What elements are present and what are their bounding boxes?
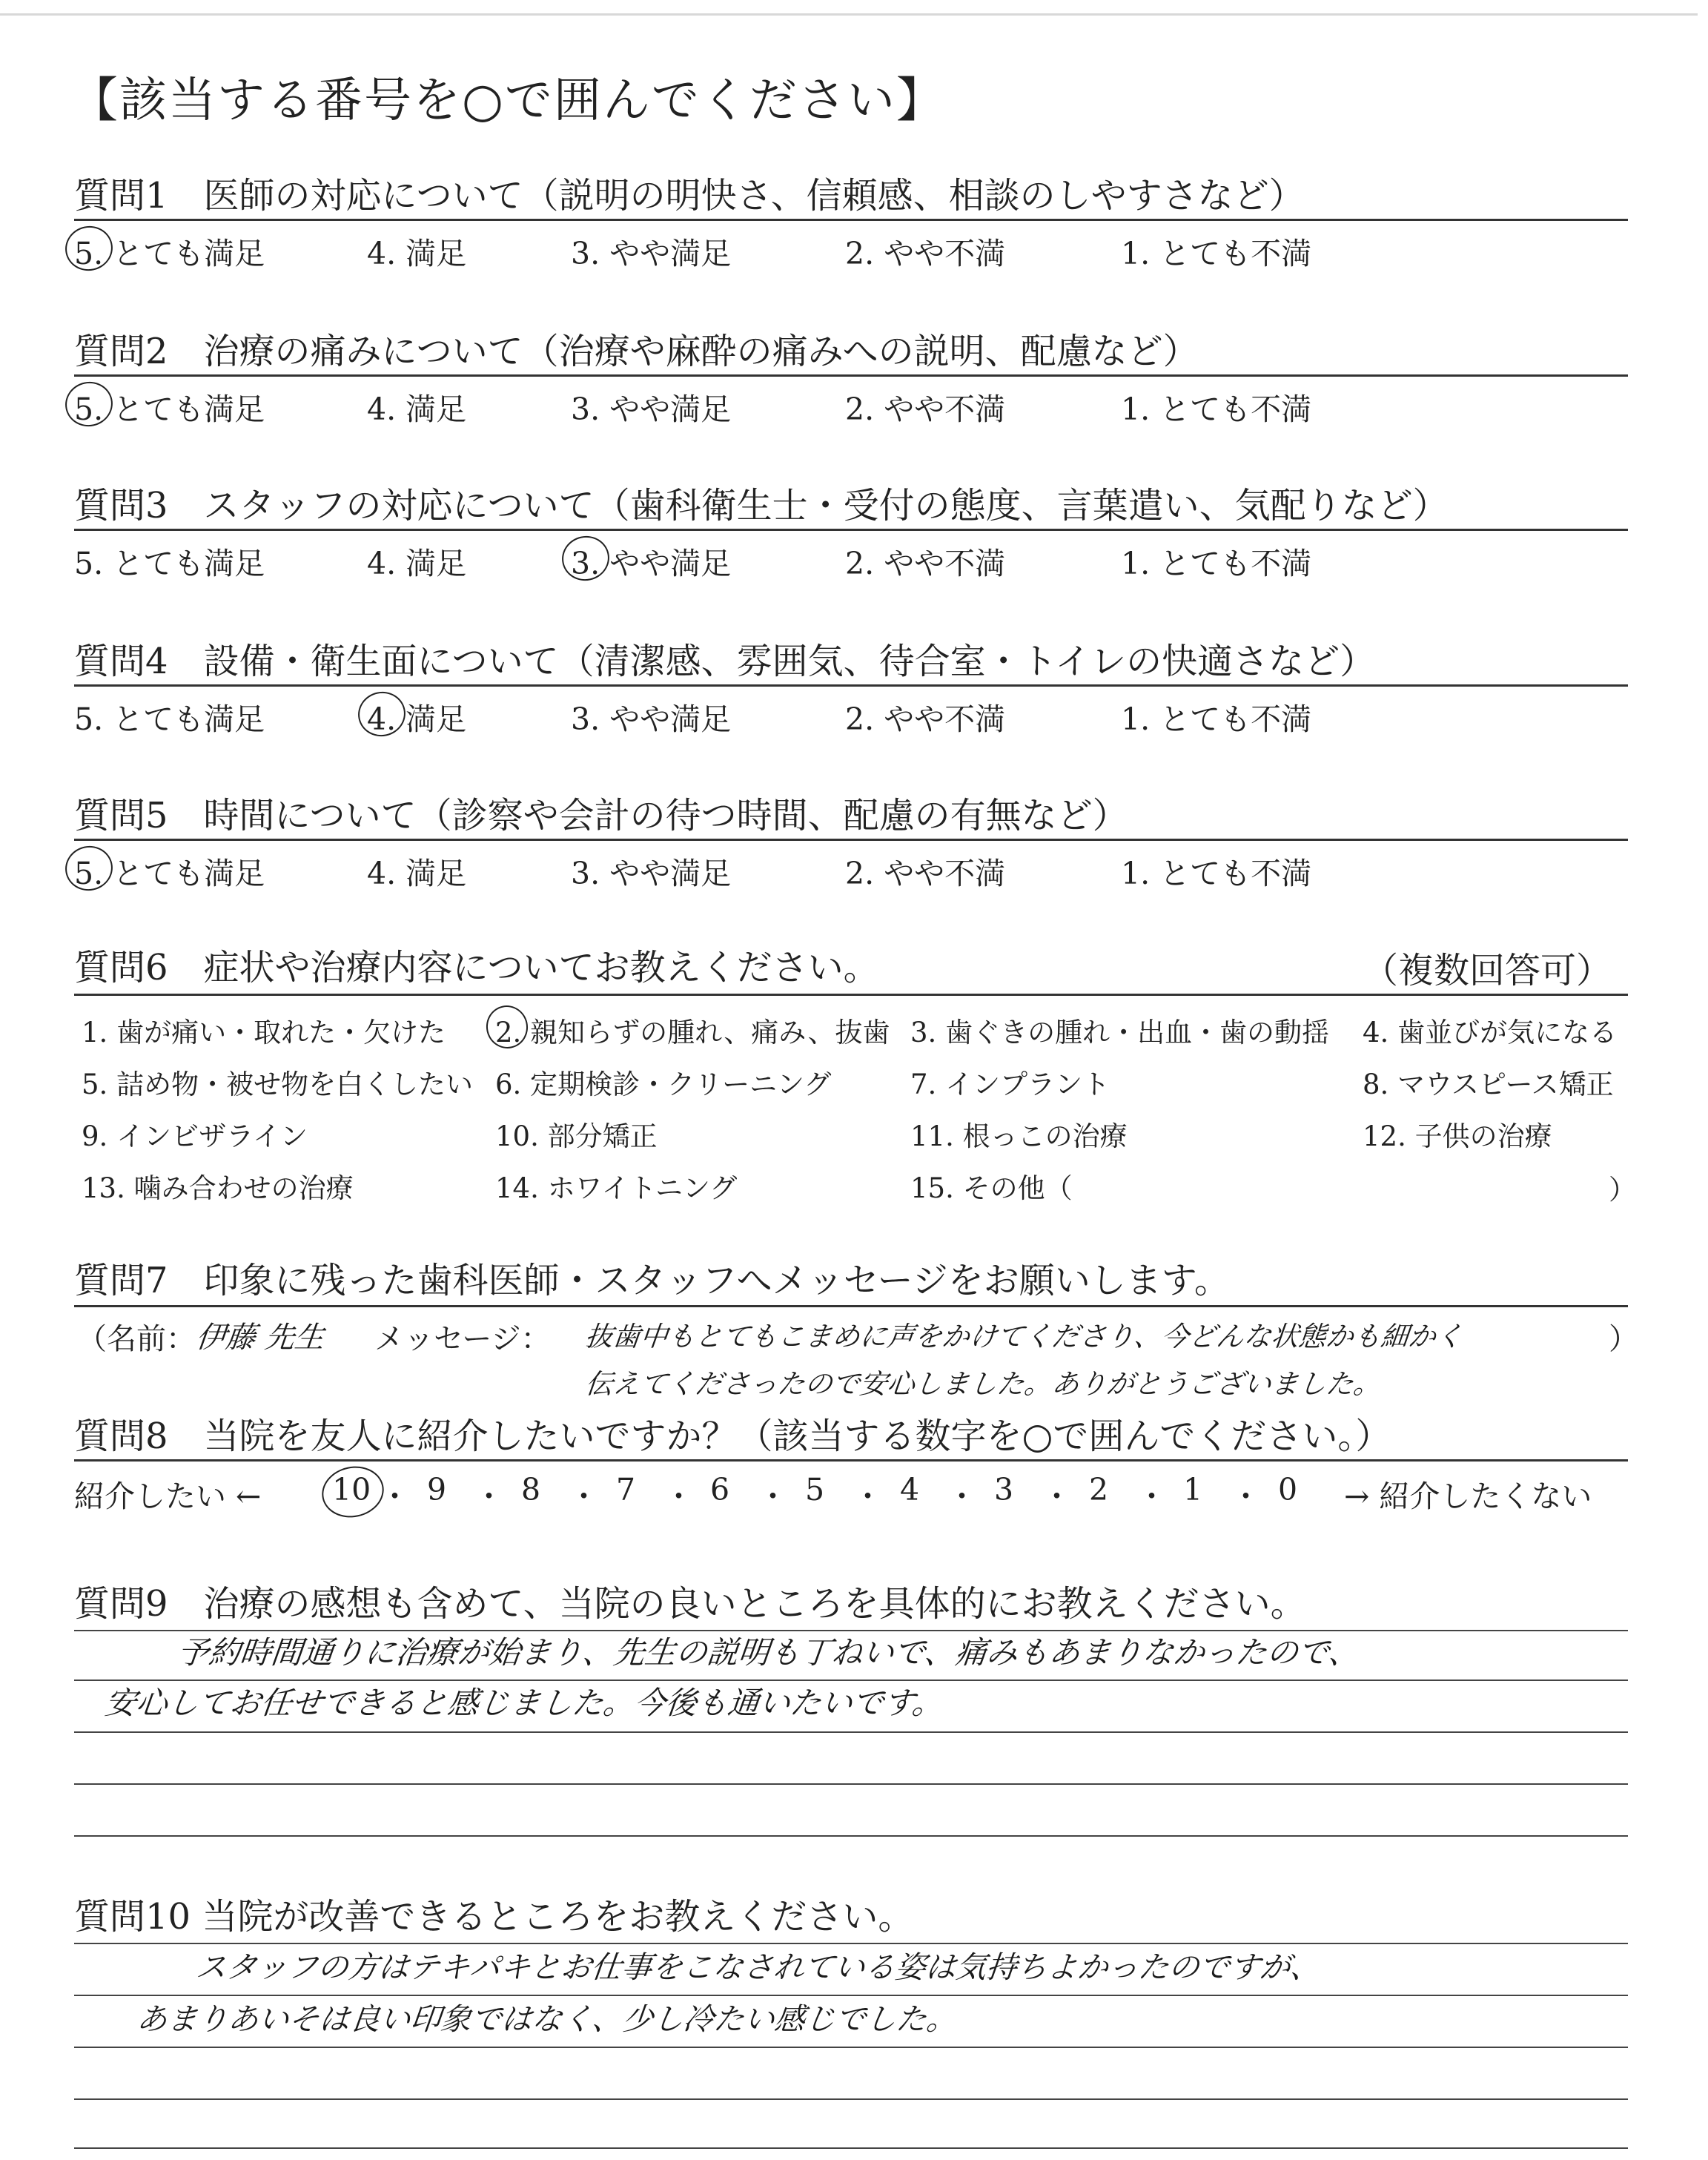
q6-option-8[interactable]: 8. マウスピース矯正 (1363, 1069, 1614, 1100)
q5-option-1[interactable]: 1. とても不満 (1121, 856, 1312, 891)
q7-title: 質問7 印象に残った歯科医師・スタッフへメッセージをお願いします。 (74, 1260, 1230, 1301)
q3-option-4[interactable]: 4. 満足 (367, 546, 467, 581)
instruction-heading: 【該当する番号を○で囲んでください】 (70, 73, 945, 128)
q5-title: 質問5 時間について（診察や会計の待つ時間、配慮の有無など） (74, 795, 1128, 836)
q8-rule (74, 1459, 1628, 1462)
q9-title: 質問9 治療の感想も含めて、当院の良いところを具体的にお教えください。 (74, 1583, 1306, 1625)
q6-option-5[interactable]: 5. 詰め物・被せ物を白くしたい (82, 1069, 474, 1100)
q4-option-1[interactable]: 1. とても不満 (1121, 701, 1312, 737)
q2-option-1[interactable]: 1. とても不満 (1121, 392, 1312, 427)
q9-answer-line (74, 1731, 1628, 1733)
q1-option-2[interactable]: 2. やや不満 (845, 236, 1006, 271)
q4-rule (74, 684, 1628, 687)
q7-name-label: （名前： (77, 1322, 196, 1356)
q8-title: 質問8 当院を友人に紹介したいですか？（該当する数字を○で囲んでください。） (74, 1416, 1391, 1457)
q6-option-13[interactable]: 13. 噛み合わせの治療 (82, 1172, 354, 1204)
q6-option-10[interactable]: 10. 部分矯正 (495, 1120, 658, 1152)
q8-scale-separator: ・ (474, 1479, 504, 1514)
q8-scale-separator: ・ (663, 1479, 694, 1514)
q7-rule (74, 1305, 1628, 1307)
q1-option-3[interactable]: 3. やや満足 (571, 236, 732, 271)
q10-title: 質問10 当院が改善できるところをお教えください。 (74, 1896, 914, 1938)
q10-answer-line (74, 2047, 1628, 2048)
q8-score-0[interactable]: 0 (1278, 1472, 1298, 1507)
q8-scale-separator: ・ (853, 1479, 883, 1514)
q8-score-3[interactable]: 3 (994, 1472, 1014, 1507)
q3-option-2[interactable]: 2. やや不満 (845, 546, 1006, 581)
q6-option-1[interactable]: 1. 歯が痛い・取れた・欠けた (82, 1017, 446, 1048)
q1-rule (74, 219, 1628, 221)
q6-title: 質問6 症状や治療内容についてお教えください。 (74, 947, 879, 988)
q3-option-5[interactable]: 5. とても満足 (74, 546, 265, 581)
q7-message-handwritten-line2[interactable]: 伝えてくださったので安心しました。ありがとうございました。 (583, 1368, 1383, 1400)
q1-option-1[interactable]: 1. とても不満 (1121, 236, 1312, 271)
q8-score-1[interactable]: 1 (1183, 1472, 1203, 1507)
q8-scale-separator: ・ (380, 1479, 410, 1514)
q1-option-5[interactable]: 5. とても満足 (74, 236, 265, 271)
q8-score-9[interactable]: 9 (427, 1472, 447, 1507)
q9-answer-line (74, 1783, 1628, 1785)
q8-not-recommend-label: → 紹介したくない (1344, 1479, 1592, 1514)
q6-option-6[interactable]: 6. 定期検診・クリーニング (495, 1069, 832, 1100)
q4-option-4[interactable]: 4. 満足 (367, 701, 467, 737)
q2-option-4[interactable]: 4. 満足 (367, 392, 467, 427)
q5-option-2[interactable]: 2. やや不満 (845, 856, 1006, 891)
q7-name-handwritten[interactable]: 伊藤 先生 (194, 1321, 326, 1355)
q6-option-7[interactable]: 7. インプラント (910, 1069, 1110, 1100)
q6-option-14[interactable]: 14. ホワイトニング (495, 1172, 738, 1204)
q3-option-3[interactable]: 3. やや満足 (571, 546, 732, 581)
q5-option-4[interactable]: 4. 満足 (367, 856, 467, 891)
q6-option-11[interactable]: 11. 根っこの治療 (910, 1120, 1128, 1152)
q8-score-10[interactable]: 10 (332, 1472, 371, 1507)
q8-scale-separator: ・ (569, 1479, 599, 1514)
q10-answer-handwritten-line2[interactable]: あまりあいそは良い印象ではなく、少し冷たい感じでした。 (135, 2001, 959, 2037)
q8-scale-separator: ・ (758, 1479, 788, 1514)
q8-scale-separator: ・ (1042, 1479, 1072, 1514)
q4-option-3[interactable]: 3. やや満足 (571, 701, 732, 737)
q8-score-7[interactable]: 7 (616, 1472, 636, 1507)
q8-scale-separator: ・ (947, 1479, 977, 1514)
q7-close-paren: ） (1609, 1322, 1638, 1356)
q9-answer-line (74, 1835, 1628, 1837)
q6-multiple-answer-note: （複数回答可） (1363, 950, 1612, 991)
q2-rule (74, 374, 1628, 377)
q6-option-4[interactable]: 4. 歯並びが気になる (1363, 1017, 1618, 1048)
q2-title: 質問2 治療の痛みについて（治療や麻酔の痛みへの説明、配慮など） (74, 331, 1199, 372)
q2-option-5[interactable]: 5. とても満足 (74, 392, 265, 427)
q6-option-3[interactable]: 3. 歯ぐきの腫れ・出血・歯の動揺 (910, 1017, 1330, 1048)
q1-option-4[interactable]: 4. 満足 (367, 236, 467, 271)
q6-option-9[interactable]: 9. インビザライン (82, 1120, 308, 1152)
q8-score-2[interactable]: 2 (1089, 1472, 1109, 1507)
q8-score-8[interactable]: 8 (521, 1472, 541, 1507)
q5-option-5[interactable]: 5. とても満足 (74, 856, 265, 891)
q7-message-label: メッセージ： (374, 1322, 551, 1356)
scan-top-edge (0, 13, 1698, 16)
q9-answer-handwritten-line1[interactable]: 予約時間通りに治療が始まり、先生の説明も丁ねいで、痛みもあまりなかったので、 (176, 1634, 1362, 1671)
q2-option-2[interactable]: 2. やや不満 (845, 392, 1006, 427)
q3-rule (74, 529, 1628, 531)
q8-score-4[interactable]: 4 (900, 1472, 920, 1507)
q6-rule (74, 994, 1628, 996)
q9-answer-handwritten-line2[interactable]: 安心してお任せできると感じました。今後も通いたいです。 (103, 1685, 945, 1721)
q8-answer-circle (317, 1461, 388, 1523)
q3-title: 質問3 スタッフの対応について（歯科衛生士・受付の態度、言葉遣い、気配りなど） (74, 485, 1449, 526)
q6-option-15[interactable]: 15. その他（ (910, 1172, 1073, 1204)
q4-title: 質問4 設備・衛生面について（清潔感、雰囲気、待合室・トイレの快適さなど） (74, 641, 1376, 682)
q10-answer-line (74, 2147, 1628, 2149)
q7-message-handwritten-line1[interactable]: 抜歯中もとてもこまめに声をかけてくださり、今どんな状態かも細かく (583, 1321, 1465, 1353)
q10-answer-line (74, 2098, 1628, 2100)
q5-rule (74, 839, 1628, 841)
q3-option-1[interactable]: 1. とても不満 (1121, 546, 1312, 581)
q4-option-2[interactable]: 2. やや不満 (845, 701, 1006, 737)
q2-option-3[interactable]: 3. やや満足 (571, 392, 732, 427)
q1-title: 質問1 医師の対応について（説明の明快さ、信頼感、相談のしやすさなど） (74, 175, 1305, 217)
q6-option-2[interactable]: 2. 親知らずの腫れ、痛み、抜歯 (495, 1017, 890, 1048)
q5-option-3[interactable]: 3. やや満足 (571, 856, 732, 891)
q8-score-5[interactable]: 5 (805, 1472, 825, 1507)
q4-option-5[interactable]: 5. とても満足 (74, 701, 265, 737)
q8-score-6[interactable]: 6 (710, 1472, 730, 1507)
q8-scale-separator: ・ (1136, 1479, 1167, 1514)
q8-recommend-label: 紹介したい ← (74, 1479, 262, 1514)
q10-answer-handwritten-line1[interactable]: スタッフの方はテキパキとお仕事をこなされている姿は気持ちよかったのですが、 (194, 1949, 1323, 1985)
q6-option-12[interactable]: 12. 子供の治療 (1363, 1120, 1552, 1152)
q8-scale-separator: ・ (1231, 1479, 1261, 1514)
q6-other-close-paren: ） (1609, 1174, 1636, 1206)
